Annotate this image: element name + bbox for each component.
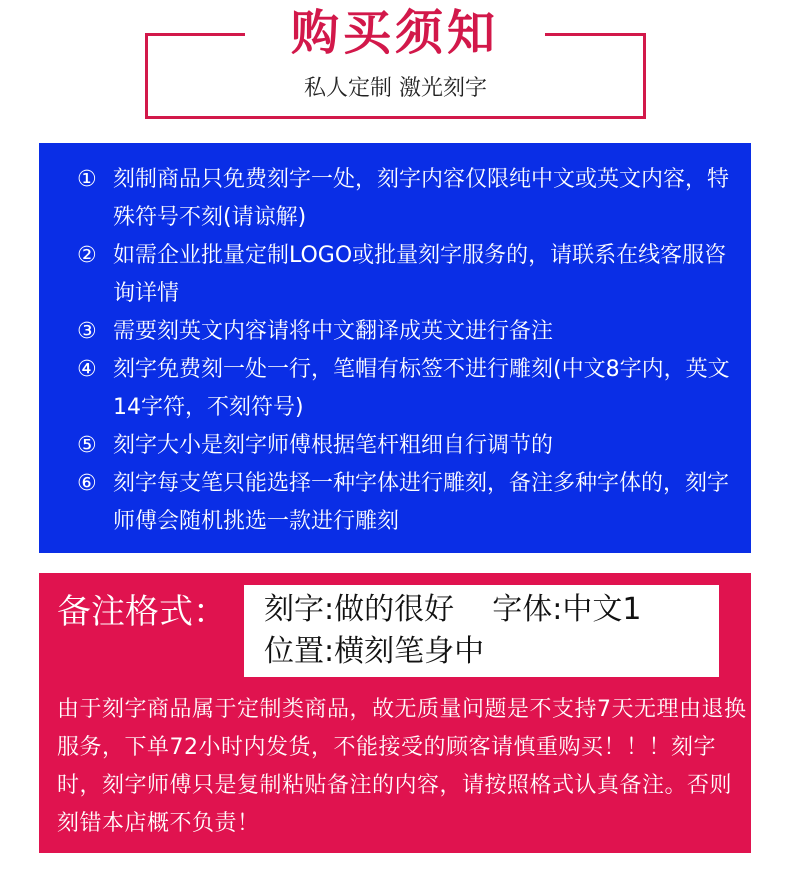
rule-number: ④ [77,357,97,382]
note-format-example [244,585,719,677]
rule-text: 刻制商品只免费刻字一处，刻字内容仅限纯中文或英文内容，特殊符号不刻(请谅解) [113,167,730,230]
rule-number: ⑥ [77,471,97,496]
frame-top-left-line [147,33,245,36]
note-format-label: 备注格式： [57,592,227,632]
rule-text: 刻字大小是刻字师傅根据笔杆粗细自行调节的 [113,433,554,458]
rules-panel [39,143,751,553]
notice-panel [39,573,751,853]
frame-bottom-line [145,116,646,119]
note-example-line-1: 刻字:做的很好 字体:中文1 [264,592,642,627]
rule-text: 如需企业批量定制LOGO或批量刻字服务的，请联系在线客服咨询详情 [113,243,727,306]
rule-text: 刻字每支笔只能选择一种字体进行雕刻，备注多种字体的，刻字师傅会随机挑选一款进行雕刻 [113,471,730,534]
page-subtitle: 私人定制 激光刻字 [304,76,487,101]
rule-number: ③ [77,319,97,344]
rule-number: ⑤ [77,433,97,458]
rule-text: 刻字免费刻一处一行，笔帽有标签不进行雕刻(中文8字内，英文14字符，不刻符号) [113,357,730,420]
rule-text: 需要刻英文内容请将中文翻译成英文进行备注 [113,319,554,344]
frame-top-right-line [545,33,645,36]
page-title: 购买须知 [290,5,499,61]
note-example-line-2: 位置:横刻笔身中 [264,634,485,669]
rule-number: ① [77,167,97,192]
disclaimer-text: 由于刻字商品属于定制类商品，故无质量问题是不支持7天无理由退换服务，下单72小时内发货，不能接受的顾客请慎重购买！！！刻字时，刻字师傅只是复制粘贴备注的内容，请按照格式认真备注。否则刻错本店概不负责！ [57,697,747,836]
rule-number: ② [77,243,97,268]
